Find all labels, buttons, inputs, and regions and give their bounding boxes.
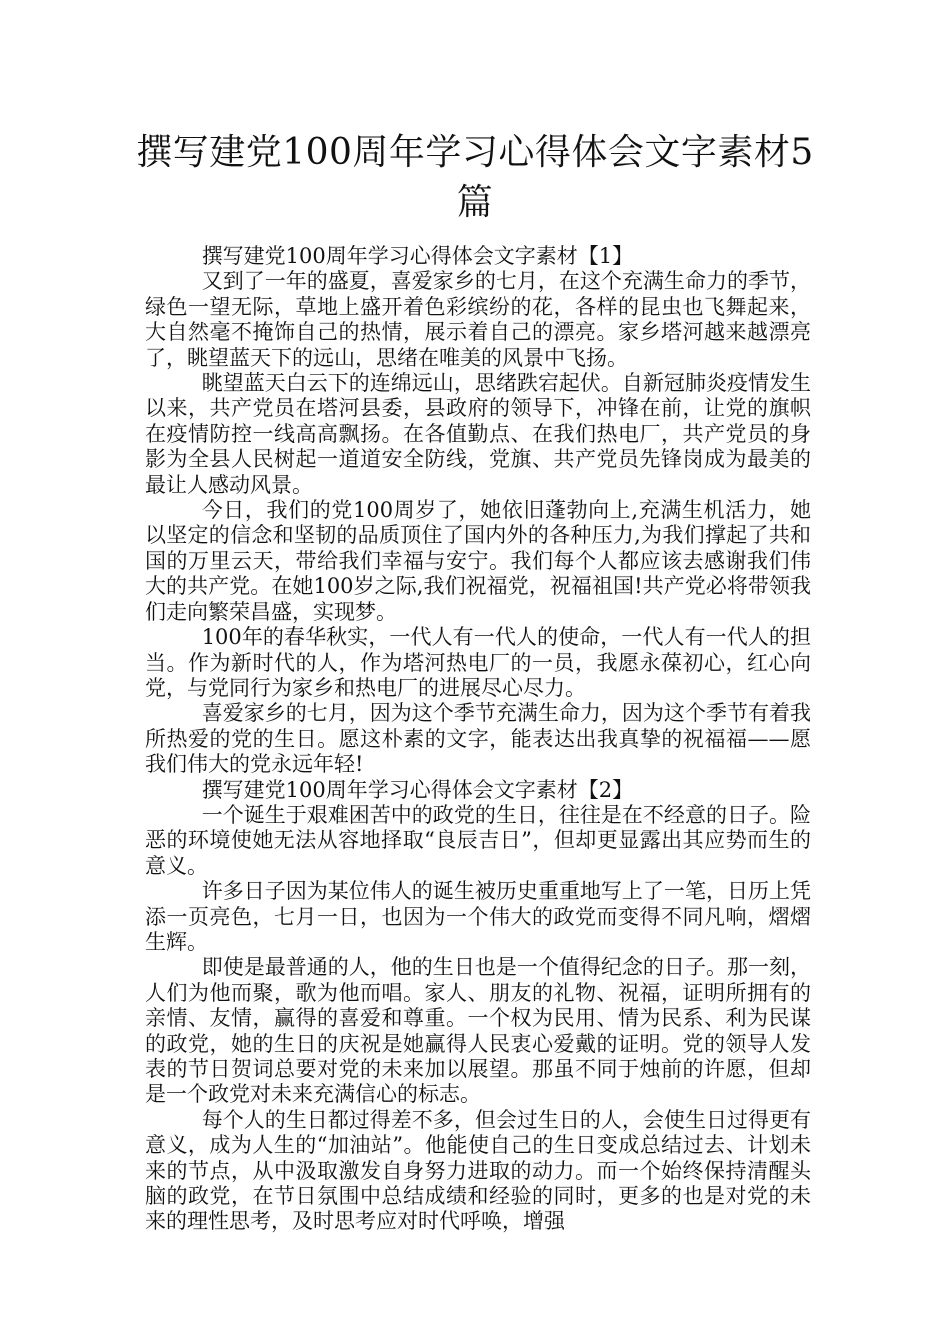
paragraph: 一个诞生于艰难困苦中的政党的生日，往往是在不经意的日子。险恶的环境使她无法从容地择取“良辰吉日”，但却更显露出其应势而生的意义。	[145, 802, 811, 878]
paragraph: 每个人的生日都过得差不多，但会过生日的人，会使生日过得更有意义，成为人生的“加油站”。他能使自己的生日变成总结过去、计划未来的节点，从中汲取激发自身努力进取的动力。而一个始终保持清醒头脑的政党，在节日氛围中总结成绩和经验的同时，更多的也是对党的未来的理性思考，及时思考应对时代呼唤，增强	[145, 1107, 811, 1234]
paragraph: 许多日子因为某位伟人的诞生被历史重重地写上了一笔，日历上凭添一页亮色，七月一日，也因为一个伟大的政党而变得不同凡响，熠熠生辉。	[145, 879, 811, 954]
paragraph: 喜爱家乡的七月，因为这个季节充满生命力，因为这个季节有着我所热爱的党的生日。愿这朴素的文字，能表达出我真挚的祝福福——愿我们伟大的党永远年轻!	[145, 701, 811, 777]
paragraph: 即使是最普通的人，他的生日也是一个值得纪念的日子。那一刻，人们为他而聚，歌为他而唱。家人、朋友的礼物、祝福，证明所拥有的亲情、友情，赢得的喜爱和尊重。一个权为民用、情为民系、利为民谋的政党，她的生日的庆祝是她赢得人民衷心爱戴的证明。党的领导人发表的节日贺词总要对党的未来加以展望。那虽不同于烛前的许愿，但却是一个政党对未来充满信心的标志。	[145, 955, 811, 1107]
paragraph: 又到了一年的盛夏，喜爱家乡的七月，在这个充满生命力的季节，绿色一望无际，草地上盛开着色彩缤纷的花，各样的昆虫也飞舞起来，大自然毫不掩饰自己的热情，展示着自己的漂亮。家乡塔河越来越漂亮了，眺望蓝天下的远山，思绪在唯美的风景中飞扬。	[145, 269, 811, 370]
paragraph: 眺望蓝天白云下的连绵远山，思绪跌宕起伏。自新冠肺炎疫情发生以来，共产党员在塔河县委，县政府的领导下，冲锋在前，让党的旗帜在疫情防控一线高高飘扬。在各值勤点、在我们热电厂，共产党员的身影为全县人民树起一道道安全防线，党旗、共产党员先锋岗成为最美的最让人感动风景。	[145, 371, 811, 497]
section-heading: 撰写建党100周年学习心得体会文字素材【2】	[201, 777, 634, 802]
paragraph: 100年的春华秋实，一代人有一代人的使命，一代人有一代人的担当。作为新时代的人，作为塔河热电厂的一员，我愿永葆初心，红心向党，与党同行为家乡和热电厂的进展尽心尽力。	[145, 625, 811, 700]
paragraph: 今日，我们的党100周岁了，她依旧蓬勃向上,充满生机活力，她以坚定的信念和坚韧的品质顶住了国内外的各种压力,为我们撑起了共和国的万里云天，带给我们幸福与安宁。我们每个人都应该去感谢我们伟大的共产党。在她100岁之际,我们祝福党，祝福祖国!共产党必将带领我们走向繁荣昌盛，实现梦。	[145, 498, 811, 624]
section-heading: 撰写建党100周年学习心得体会文字素材【1】	[201, 244, 634, 268]
document-title: 撰写建党100周年学习心得体会文字素材5篇	[136, 132, 814, 223]
document-body	[145, 244, 811, 1235]
